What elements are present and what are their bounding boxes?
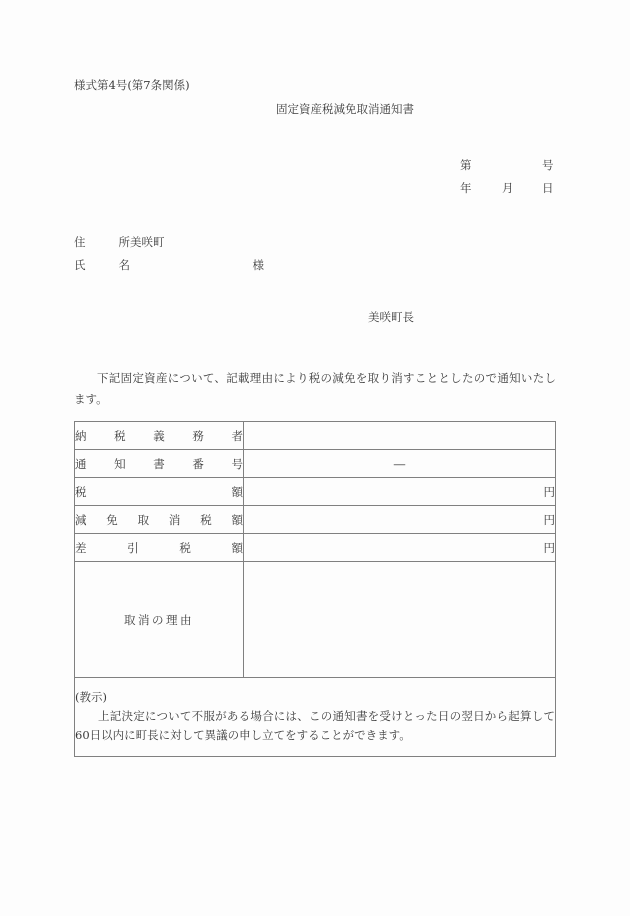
reference-number-suffix: 号 xyxy=(542,158,554,172)
body-paragraph: 下記固定資産について、記載理由により税の減免を取り消すこととしたので通知いたします。 xyxy=(74,371,556,407)
currency-unit-yen: 円 xyxy=(543,540,555,555)
date-year-label: 年 xyxy=(460,181,472,195)
table-row xyxy=(75,506,556,534)
table-row-notice xyxy=(75,678,556,757)
row-value-text: ― xyxy=(393,456,406,471)
reference-number-blank xyxy=(502,157,542,173)
row-label-text: 納税義務者 xyxy=(75,428,243,443)
row-label-cancellation-reason xyxy=(75,562,244,678)
currency-unit-yen: 円 xyxy=(543,484,555,499)
addressee-address-value: 美咲町 xyxy=(130,235,165,249)
row-label-taxpayer xyxy=(75,422,244,450)
appeal-notice-cell xyxy=(75,678,556,757)
row-value-notice-number[interactable] xyxy=(244,450,556,478)
row-label-notice-number xyxy=(75,450,244,478)
row-label-text: 通知書番号 xyxy=(75,456,243,471)
appeal-notice-heading: (教示) xyxy=(75,690,107,705)
row-label-text: 税額 xyxy=(75,484,243,499)
addressee-honorific: 様 xyxy=(252,258,264,272)
table-row xyxy=(75,478,556,506)
row-value-balance-amount[interactable] xyxy=(244,534,556,562)
date-month-label: 月 xyxy=(502,181,514,195)
addressee-address-row xyxy=(74,234,165,250)
row-value-tax-amount[interactable] xyxy=(244,478,556,506)
date-day-label: 日 xyxy=(542,181,554,195)
table-row xyxy=(75,422,556,450)
row-label-cancelled-reduction-amount xyxy=(75,506,244,534)
row-label-text: 取消の理由 xyxy=(124,612,194,627)
row-value-taxpayer[interactable] xyxy=(244,422,556,450)
table-row xyxy=(75,450,556,478)
appeal-notice-text: 上記決定について不服がある場合には、この通知書を受けとった日の翌日から起算して60日以内に町長に対して異議の申し立てをすることができます。 xyxy=(75,708,555,742)
addressee-name-label: 氏名 xyxy=(74,258,130,272)
row-label-tax-amount xyxy=(75,478,244,506)
row-value-cancellation-reason[interactable] xyxy=(244,562,556,678)
addressee-name-row xyxy=(74,257,264,273)
issue-date-line xyxy=(460,180,570,196)
currency-unit-yen: 円 xyxy=(543,512,555,527)
reference-number-prefix: 第 xyxy=(460,158,472,172)
row-label-text: 減免取消税額 xyxy=(75,512,243,527)
table-row-reason xyxy=(75,562,556,678)
notification-table xyxy=(74,421,556,757)
row-label-balance-amount xyxy=(75,534,244,562)
addressee-address-label: 住所 xyxy=(74,235,130,249)
issuer-name: 美咲町長 xyxy=(368,310,414,324)
page-title: 固定資産税減免取消通知書 xyxy=(276,102,414,116)
form-number: 様式第4号(第7条関係) xyxy=(74,78,190,92)
reference-number-line xyxy=(460,157,570,173)
row-label-text: 差引税額 xyxy=(75,540,243,555)
table-row xyxy=(75,534,556,562)
row-value-cancelled-reduction-amount[interactable] xyxy=(244,506,556,534)
